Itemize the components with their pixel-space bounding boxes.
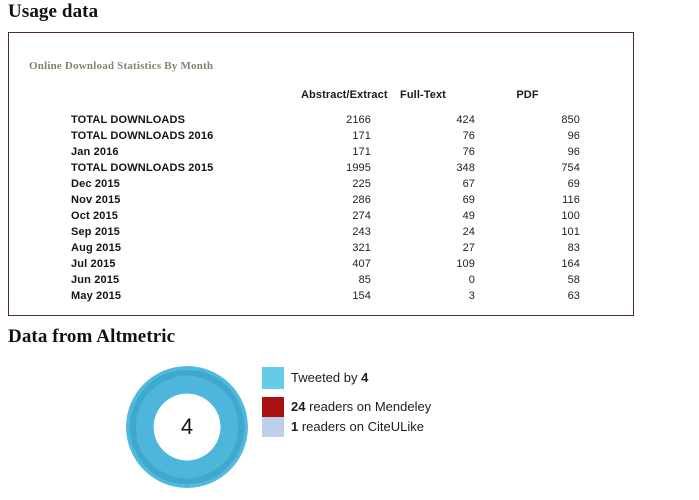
- cell-abstract-extract: 225: [352, 178, 371, 190]
- page-title-data-from-altmetric: Data from Altmetric: [8, 326, 176, 347]
- cell-abstract-extract: 85: [358, 274, 371, 286]
- column-header-pdf: PDF: [516, 89, 539, 101]
- cell-month-label: Jan 2016: [71, 146, 119, 158]
- cell-month-label: Dec 2015: [71, 178, 120, 190]
- usage-data-panel: [8, 32, 634, 316]
- cell-spacer: [580, 112, 633, 128]
- twitter-swatch-icon: [262, 367, 284, 389]
- table-row: [9, 224, 633, 240]
- cell-abstract-extract: 286: [352, 194, 371, 206]
- legend-label-citeulike: 1 readers on CiteULike: [291, 419, 424, 434]
- cell-pdf: 754: [561, 162, 580, 174]
- altmetric-section: [0, 355, 699, 500]
- cell-spacer: [580, 144, 633, 160]
- cell-abstract-extract: 321: [352, 242, 371, 254]
- cell-pdf: 63: [567, 290, 580, 302]
- table-row: [9, 272, 633, 288]
- cell-full-text: 3: [468, 290, 475, 302]
- cell-spacer: [580, 240, 633, 256]
- column-header-abstract-extract: Abstract/Extract: [301, 89, 388, 101]
- cell-pdf: 83: [567, 242, 580, 254]
- cell-full-text: 69: [462, 194, 475, 206]
- download-statistics-table: [9, 87, 633, 304]
- cell-full-text: 424: [456, 114, 475, 126]
- mendeley-swatch-icon: [262, 397, 284, 417]
- table-row: [9, 144, 633, 160]
- cell-pdf: 100: [561, 210, 580, 222]
- cell-spacer: [580, 128, 633, 144]
- cell-spacer: [580, 288, 633, 304]
- cell-month-label: TOTAL DOWNLOADS 2015: [71, 162, 214, 174]
- cell-full-text: 67: [462, 178, 475, 190]
- cell-pdf: 164: [561, 258, 580, 270]
- table-body: [9, 112, 633, 304]
- cell-full-text: 109: [456, 258, 475, 270]
- table-row: [9, 192, 633, 208]
- table-caption: Online Download Statistics By Month: [29, 60, 214, 72]
- cell-abstract-extract: 171: [352, 146, 371, 158]
- cell-spacer: [580, 192, 633, 208]
- cell-month-label: Sep 2015: [71, 226, 120, 238]
- cell-month-label: Aug 2015: [71, 242, 122, 254]
- cell-spacer: [580, 208, 633, 224]
- cell-spacer: [580, 176, 633, 192]
- cell-full-text: 0: [468, 274, 475, 286]
- cell-pdf: 58: [567, 274, 580, 286]
- cell-spacer: [580, 272, 633, 288]
- table-row: [9, 128, 633, 144]
- cell-full-text: 27: [462, 242, 475, 254]
- cell-abstract-extract: 274: [352, 210, 371, 222]
- cell-full-text: 348: [456, 162, 475, 174]
- column-header-month: [9, 87, 301, 112]
- cell-pdf: 96: [567, 130, 580, 142]
- cell-pdf: 96: [567, 146, 580, 158]
- column-header-full-text: Full-Text: [400, 89, 446, 101]
- cell-abstract-extract: 154: [352, 290, 371, 302]
- table-row: [9, 176, 633, 192]
- cell-abstract-extract: 243: [352, 226, 371, 238]
- table-row: [9, 240, 633, 256]
- cell-month-label: TOTAL DOWNLOADS: [71, 114, 186, 126]
- column-header-spacer: [580, 87, 633, 112]
- cell-month-label: TOTAL DOWNLOADS 2016: [71, 130, 214, 142]
- cell-full-text: 24: [462, 226, 475, 238]
- table-row: [9, 288, 633, 304]
- cell-month-label: Jun 2015: [71, 274, 120, 286]
- legend-label-mendeley: 24 readers on Mendeley: [291, 399, 432, 414]
- cell-pdf: 850: [561, 114, 580, 126]
- cell-pdf: 69: [567, 178, 580, 190]
- cell-month-label: May 2015: [71, 290, 122, 302]
- table-row: [9, 256, 633, 272]
- table-row: [9, 208, 633, 224]
- cell-full-text: 76: [462, 130, 475, 142]
- cell-month-label: Oct 2015: [71, 210, 119, 222]
- cell-spacer: [580, 160, 633, 176]
- legend-label-twitter: Tweeted by 4: [291, 370, 369, 385]
- cell-pdf: 116: [562, 194, 580, 206]
- page-title-usage-data: Usage data: [8, 1, 99, 22]
- cell-abstract-extract: 171: [352, 130, 371, 142]
- table-row: [9, 112, 633, 128]
- altmetric-score: 4: [180, 414, 194, 439]
- cell-spacer: [580, 224, 633, 240]
- cell-abstract-extract: 1995: [346, 162, 371, 174]
- table-header: [9, 87, 633, 112]
- cell-abstract-extract: 2166: [346, 114, 371, 126]
- cell-month-label: Jul 2015: [71, 258, 116, 270]
- cell-month-label: Nov 2015: [71, 194, 121, 206]
- cell-full-text: 76: [462, 146, 475, 158]
- table-row: [9, 160, 633, 176]
- table-header-row: [9, 87, 633, 112]
- citeulike-swatch-icon: [262, 417, 284, 437]
- cell-pdf: 101: [561, 226, 580, 238]
- altmetric-donut-icon[interactable]: [126, 366, 248, 488]
- cell-full-text: 49: [462, 210, 475, 222]
- cell-abstract-extract: 407: [352, 258, 371, 270]
- cell-spacer: [580, 256, 633, 272]
